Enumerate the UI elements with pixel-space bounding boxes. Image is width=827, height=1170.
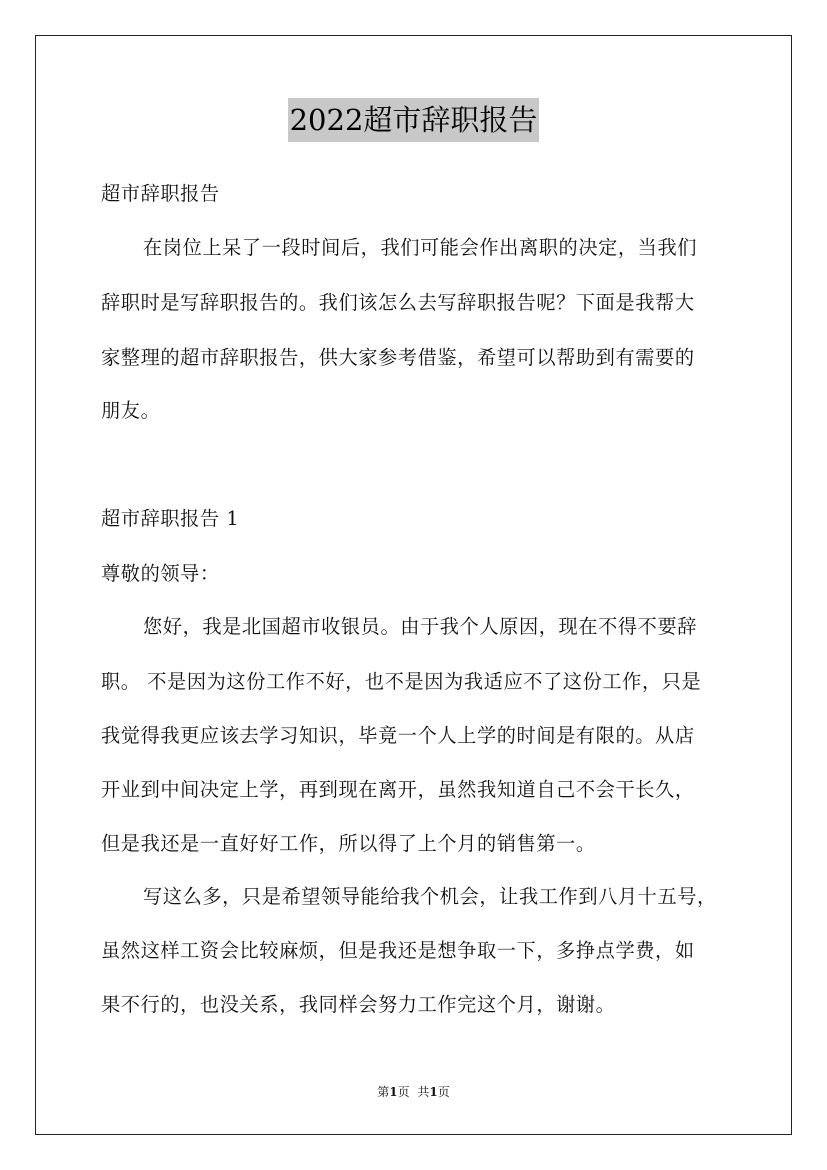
intro-line-3: 家整理的超市辞职报告，供大家参考借鉴，希望可以帮助到有需要的 [101, 346, 695, 369]
paragraph2-line-1: 写这么多，只是希望领导能给我个机会，让我工作到八月十五号， [143, 885, 717, 908]
footer-total-suffix: 页 [437, 1085, 450, 1099]
paragraph1-line-4: 开业到中间决定上学，再到现在离开，虽然我知道自己不会干长久， [101, 778, 695, 801]
paragraph1-line-3: 我觉得我更应该去学习知识，毕竟一个人上学的时间是有限的。从店 [101, 724, 695, 747]
footer-page-suffix: 页 [397, 1085, 410, 1099]
paragraph1-line-1: 您好，我是北国超市收银员。由于我个人原因，现在不得不要辞 [143, 615, 698, 638]
page-footer [0, 1083, 827, 1101]
paragraph1-line-2: 职。 不是因为这份工作不好，也不是因为我适应不了这份工作，只是 [101, 670, 702, 693]
paragraph1-line-5: 但是我还是一直好好工作，所以得了上个月的销售第一。 [101, 832, 596, 855]
paragraph2-line-2: 虽然这样工资会比较麻烦，但是我还是想争取一下，多挣点学费，如 [101, 939, 695, 962]
footer-total-prefix: 共 [417, 1085, 430, 1099]
intro-line-2: 辞职时是写辞职报告的。我们该怎么去写辞职报告呢？下面是我帮大 [101, 291, 695, 314]
title-container [0, 98, 827, 142]
document-title: 2022超市辞职报告 [288, 98, 540, 142]
footer-page-number: 1 [389, 1085, 398, 1099]
paragraph2-line-3: 果不行的，也没关系，我同样会努力工作完这个月，谢谢。 [101, 993, 616, 1016]
section-heading: 超市辞职报告 1 [101, 507, 240, 530]
intro-line-4: 朋友。 [101, 399, 161, 422]
footer-page-prefix: 第 [377, 1085, 390, 1099]
footer-total-pages: 1 [429, 1085, 438, 1099]
subtitle: 超市辞职报告 [101, 182, 220, 205]
salutation: 尊敬的领导： [101, 562, 220, 585]
intro-line-1: 在岗位上呆了一段时间后，我们可能会作出离职的决定，当我们 [143, 236, 698, 259]
